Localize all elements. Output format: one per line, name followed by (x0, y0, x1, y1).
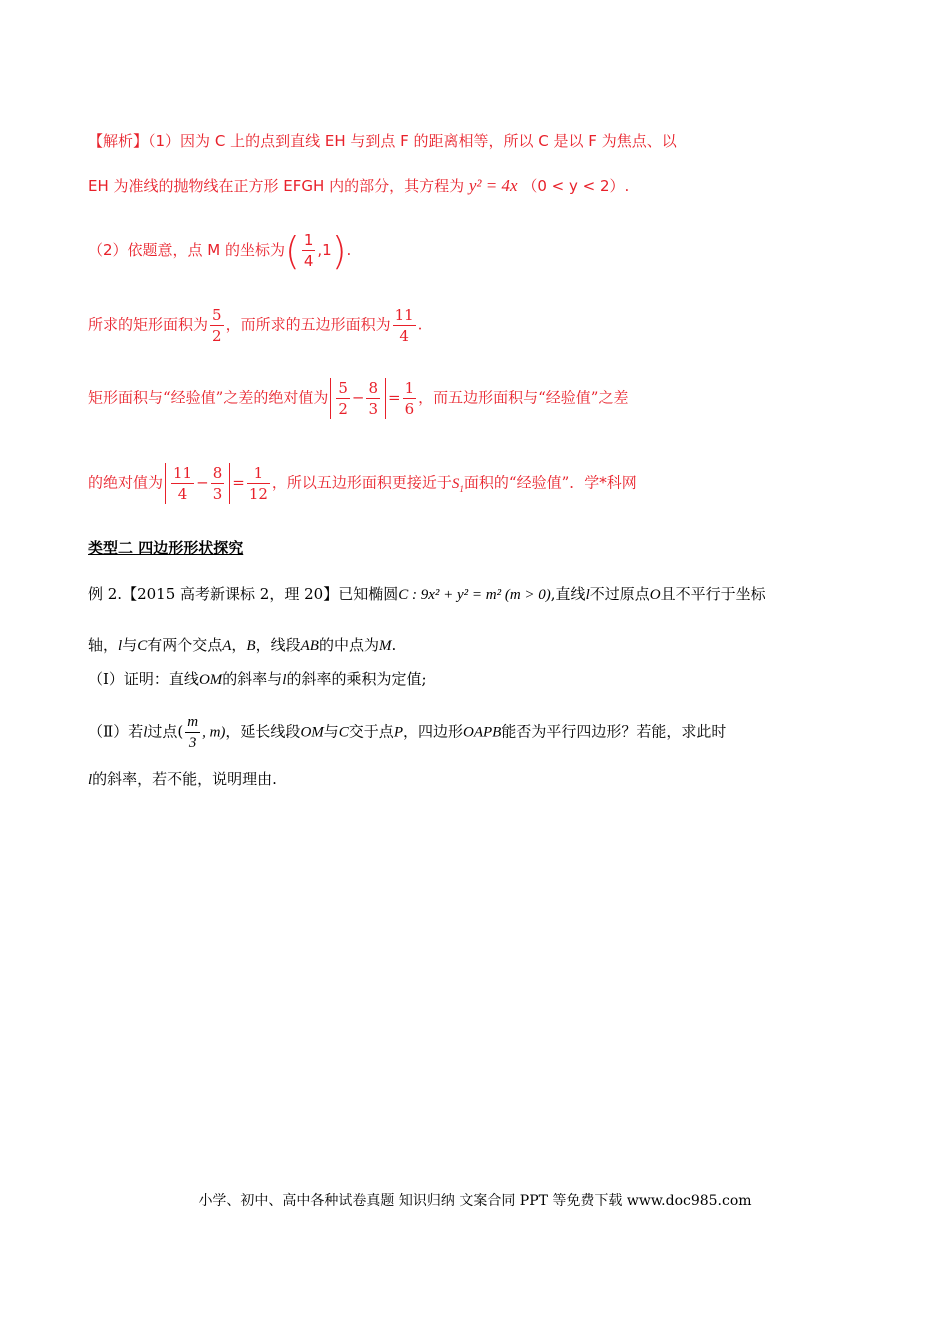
example-line-3 (88, 668, 427, 691)
text: （Ⅱ）若 (88, 722, 144, 741)
coord-tail: ,1 (317, 241, 332, 259)
text: 不过原点 (589, 585, 650, 603)
frac-num: 8 (368, 379, 379, 397)
s-letter: S (451, 475, 460, 492)
example-line-4 (88, 712, 726, 753)
fraction-result (247, 463, 270, 504)
var-ab: AB (300, 638, 319, 654)
var-l: l (88, 772, 93, 788)
analysis-p1b: EH 为准线的抛物线在正方形 EFGH 内的部分，其方程为 (88, 177, 465, 195)
analysis-p5a: 的绝对值为 (88, 473, 164, 492)
frac-den: 3 (212, 485, 223, 503)
text: 的斜率，若不能，说明理由. (92, 770, 277, 788)
frac-den: 12 (248, 485, 268, 503)
text: 轴， (88, 636, 119, 654)
absolute-value-pentagon (165, 463, 230, 504)
text: 的中点为 (318, 636, 379, 654)
analysis-p3a: 所求的矩形面积为 (88, 315, 209, 334)
analysis-p5b: ，所以五边形面积更接近于 (271, 473, 452, 492)
var-om: OM (300, 724, 324, 741)
frac (366, 378, 380, 419)
fraction-quarter (302, 230, 316, 271)
var-oapb: OAPB (463, 724, 502, 741)
var-o: O (649, 587, 661, 603)
analysis-line-3 (88, 230, 351, 271)
var-l: l (585, 587, 590, 603)
frac-den: 4 (399, 327, 409, 345)
analysis-line-6 (88, 463, 637, 504)
frac-num: 5 (212, 306, 222, 324)
frac-num: 1 (303, 231, 314, 249)
frac-den: 3 (368, 400, 379, 418)
minus: − (351, 388, 365, 407)
text: ，线段 (255, 636, 301, 654)
analysis-line-2 (88, 175, 629, 197)
text: ，四边形 (402, 722, 463, 741)
var-p: P (393, 724, 403, 741)
var-l: l (143, 724, 148, 741)
var-c: C (338, 724, 349, 741)
analysis-line-5 (88, 378, 628, 419)
text: ， (231, 636, 247, 654)
analysis-p4a: 矩形面积与“经验值”之差的绝对值为 (88, 388, 329, 407)
text: 且不平行于坐标 (660, 585, 766, 603)
analysis-p3b: ，而所求的五边形面积为 (225, 315, 391, 334)
text: ,直线 (550, 585, 586, 603)
var-l: l (118, 638, 123, 654)
var-c: C (137, 638, 148, 654)
var-m: M (378, 638, 392, 654)
absolute-value-rect (330, 378, 386, 419)
section-title: 类型二 四边形形状探究 (88, 539, 244, 557)
example-l1a: 例 2.【2015 高考新课标 2，理 20】已知椭圆 (88, 585, 399, 603)
text: 的斜率与 (222, 670, 283, 688)
analysis-p3-end: . (417, 315, 423, 334)
frac (211, 463, 225, 504)
text: 与 (323, 722, 339, 741)
frac-den: 4 (177, 485, 188, 503)
text: ，延长线段 (225, 722, 301, 741)
analysis-p4b: ，而五边形面积与“经验值”之差 (418, 388, 629, 407)
text: 与 (122, 636, 138, 654)
analysis-p1a: （1）因为 C 上的点到直线 EH 与到点 F 的距离相等，所以 C 是以 F 为焦点、以 (148, 132, 677, 150)
analysis-tag: 【解析】 (88, 132, 149, 150)
frac (171, 463, 194, 504)
s-symbol (452, 476, 464, 492)
s-subscript: 1 (459, 483, 464, 494)
frac-den: 4 (303, 252, 314, 270)
example-line-2 (88, 634, 396, 657)
page-footer: 小学、初中、高中各种试卷真题 知识归纳 文案合同 PPT 等免费下载 www.doc985.com (198, 1193, 752, 1209)
analysis-p2-prefix: （2）依题意，点 M 的坐标为 (88, 241, 286, 259)
var-l: l (282, 672, 287, 688)
text: 交于点 (348, 722, 394, 741)
frac-num: 5 (338, 379, 348, 397)
right-paren: ) (331, 228, 347, 273)
frac-den: 3 (188, 735, 197, 751)
analysis-line-1 (88, 130, 677, 152)
fraction-pentagon-area (393, 305, 416, 346)
ellipse-equation: C : 9x² + y² = m² (m > 0) (398, 587, 551, 603)
var-b: B (246, 638, 256, 654)
point-tail: , m) (202, 724, 226, 741)
left-paren: ( (177, 722, 184, 741)
analysis-line-4 (88, 305, 422, 346)
fraction-result (403, 378, 417, 419)
example-line-1 (88, 583, 766, 606)
text: 过点 (147, 722, 178, 741)
text: 能否为平行四边形？若能，求此时 (501, 722, 727, 741)
equals: = (232, 473, 245, 492)
analysis-range: （0 < y < 2）. (522, 177, 630, 195)
var-a: A (222, 638, 232, 654)
analysis-p2-end: . (346, 241, 352, 259)
minus: − (196, 473, 209, 492)
frac-num: 1 (247, 463, 270, 484)
frac-den: 6 (404, 400, 415, 418)
equals: = (388, 388, 401, 407)
frac-num: m (185, 712, 200, 733)
text: . (391, 636, 397, 654)
fraction-rect-area (210, 305, 224, 346)
text: 的斜率的乘积为定值; (286, 670, 427, 688)
parabola-equation: y² = 4x (468, 176, 518, 195)
frac-num: 11 (173, 464, 193, 482)
frac-den: 2 (212, 327, 222, 345)
left-paren: ( (285, 228, 300, 273)
example-line-5 (88, 768, 277, 791)
frac-num: 1 (404, 379, 415, 397)
frac-num: 11 (394, 306, 414, 324)
text: （Ⅰ）证明：直线 (88, 670, 199, 688)
frac-den: 2 (338, 400, 348, 418)
frac (336, 378, 350, 419)
analysis-p5c: 面积的“经验值”．学*科网 (463, 473, 637, 492)
var-om: OM (198, 672, 223, 688)
frac-num: 8 (212, 464, 223, 482)
text: 有两个交点 (147, 636, 223, 654)
fraction-m-over-3 (185, 712, 200, 753)
